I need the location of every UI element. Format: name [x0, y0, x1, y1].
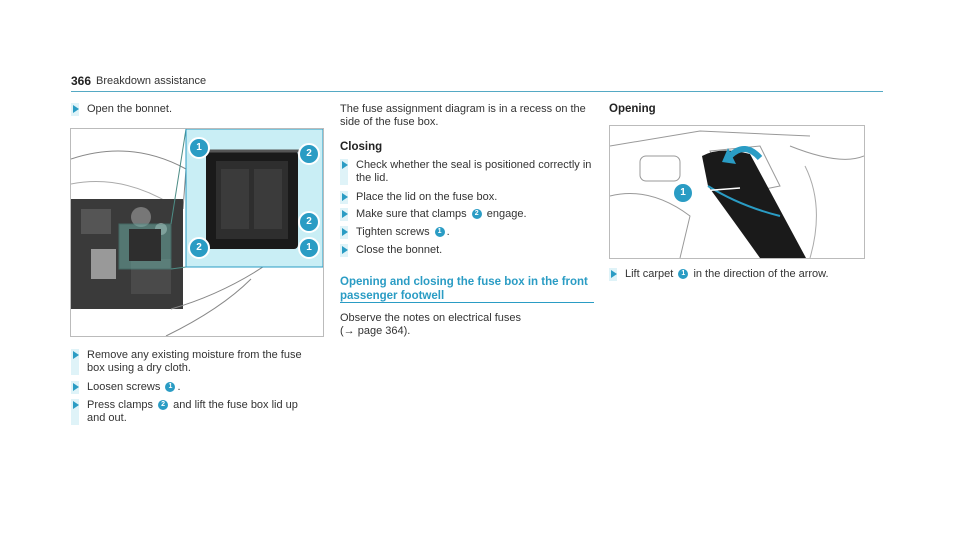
badge-2: 2 [158, 400, 168, 410]
callout-clamp-2: 2 [298, 143, 320, 165]
step-arrow-icon [342, 210, 348, 218]
callout-clamp-2: 2 [298, 211, 320, 233]
intro-paragraph: The fuse assignment diagram is in a recess on the side of the fuse box. [340, 103, 586, 128]
step-arrow-icon [73, 351, 79, 359]
opening-heading: Opening [609, 103, 656, 115]
step-remove-moisture: Remove any existing moisture from the fuse box using a dry cloth. [71, 349, 316, 375]
section-heading: Opening and closing the fuse box in the front passenger footwell [340, 276, 588, 302]
badge-1: 1 [678, 269, 688, 279]
step-lift-carpet: Lift carpet 1 in the direction of the arrow. [609, 268, 859, 281]
step-arrow-icon [342, 193, 348, 201]
step-clamps-engage: Make sure that clamps 2 engage. [340, 208, 590, 221]
step-close-bonnet: Close the bonnet. [340, 244, 590, 257]
step-tighten-screws: Tighten screws 1 . [340, 226, 590, 239]
engine-bay-figure [70, 128, 324, 337]
badge-2: 2 [472, 209, 482, 219]
closing-heading: Closing [340, 141, 383, 153]
page-number: 366 [71, 74, 92, 88]
page-reference-link[interactable]: (→ page 364). [340, 325, 411, 337]
step-arrow-icon [342, 246, 348, 254]
notes-paragraph: Observe the notes on electrical fuses (→ page 364). [340, 312, 595, 338]
section-rule [340, 302, 594, 303]
header-rule [71, 91, 883, 92]
engine-bay-illustration [71, 129, 323, 336]
step-open-bonnet: Open the bonnet. [71, 103, 321, 116]
callout-screw-1: 1 [188, 137, 210, 159]
step-arrow-icon [611, 270, 617, 278]
footwell-figure [609, 125, 865, 259]
callout-screw-1: 1 [298, 237, 320, 259]
step-loosen-screws: Loosen screws 1 . [71, 381, 321, 394]
step-place-lid: Place the lid on the fuse box. [340, 191, 590, 204]
callout-carpet-1: 1 [672, 182, 694, 204]
step-check-seal: Check whether the seal is positioned correctly in the lid. [340, 159, 595, 185]
badge-1: 1 [435, 227, 445, 237]
chapter-title: Breakdown assistance [96, 75, 207, 87]
step-arrow-icon [73, 383, 79, 391]
step-arrow-icon [73, 105, 79, 113]
footwell-illustration [610, 126, 864, 258]
step-press-clamps: Press clamps 2 and lift the fuse box lid up and out. [71, 399, 316, 425]
badge-1: 1 [165, 382, 175, 392]
step-arrow-icon [342, 228, 348, 236]
step-arrow-icon [342, 161, 348, 169]
callout-clamp-2: 2 [188, 237, 210, 259]
step-arrow-icon [73, 401, 79, 409]
